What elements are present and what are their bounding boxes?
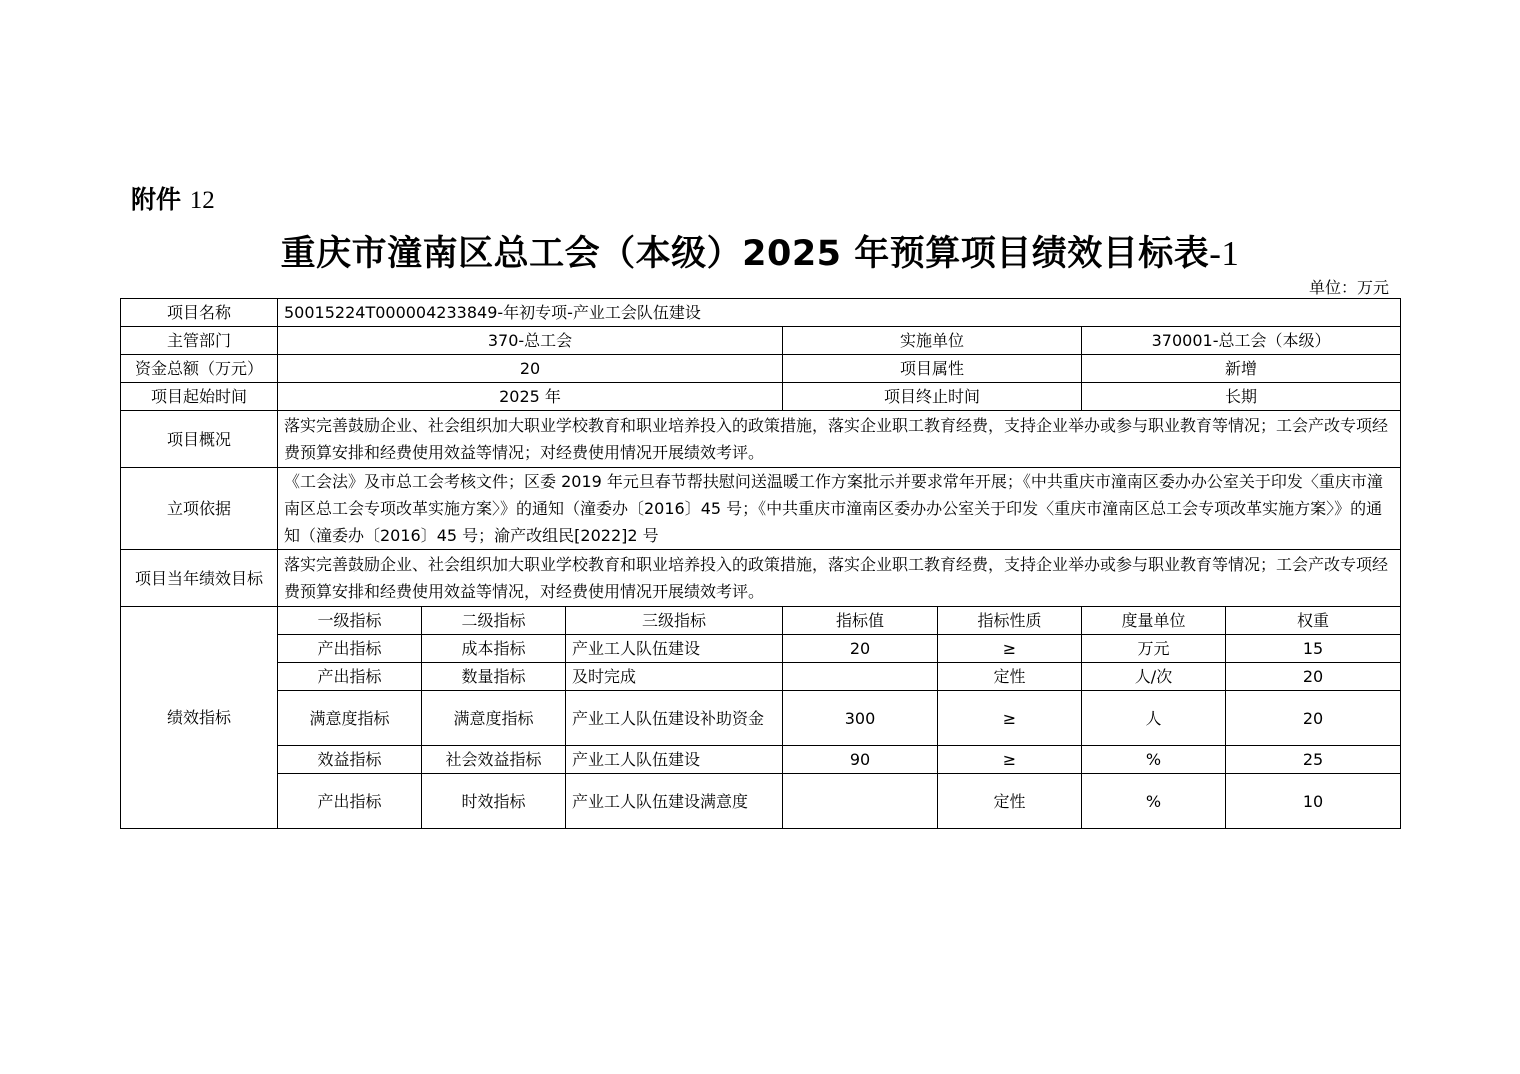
perf-value: 90 — [783, 746, 938, 774]
perf-unit: 万元 — [1082, 635, 1226, 663]
attachment-prefix: 附件 — [131, 185, 182, 214]
perf-l2: 成本指标 — [422, 635, 566, 663]
perf-header-weight: 权重 — [1226, 607, 1401, 635]
table-row — [121, 691, 1401, 746]
perf-unit: 人/次 — [1082, 663, 1226, 691]
row-project-name — [121, 299, 1401, 327]
perf-value — [783, 774, 938, 829]
attachment-label — [131, 180, 215, 216]
table-row — [121, 774, 1401, 829]
end-label: 项目终止时间 — [783, 383, 1082, 411]
perf-value: 300 — [783, 691, 938, 746]
perf-unit: % — [1082, 774, 1226, 829]
perf-l1: 满意度指标 — [278, 691, 422, 746]
perf-l3: 产业工人队伍建设补助资金 — [566, 691, 783, 746]
overview-label: 项目概况 — [121, 411, 278, 468]
perf-header-l3: 三级指标 — [566, 607, 783, 635]
performance-target-table — [120, 298, 1401, 829]
perf-weight: 15 — [1226, 635, 1401, 663]
perf-l1: 效益指标 — [278, 746, 422, 774]
perf-weight: 20 — [1226, 691, 1401, 746]
unit-label: 单位：万元 — [1308, 278, 1389, 297]
perf-nature: 定性 — [938, 663, 1082, 691]
overview-value: 落实完善鼓励企业、社会组织加大职业学校教育和职业培养投入的政策措施，落实企业职工教育经费，支持企业举办或参与职业教育等情况；工会产改专项经费预算安排和经费使用效益等情况；对经费使用情况开展绩效考评。 — [278, 411, 1401, 468]
perf-nature: ≥ — [938, 746, 1082, 774]
impl-label-cell: 实施单位 — [783, 327, 1082, 355]
perf-header-unit: 度量单位 — [1082, 607, 1226, 635]
dept-value: 370-总工会 — [278, 327, 783, 355]
perf-header-l1: 一级指标 — [278, 607, 422, 635]
basis-value: 《工会法》及市总工会考核文件；区委 2019 年元旦春节帮扶慰问送温暖工作方案批示并要求常年开展；《中共重庆市潼南区委办办公室关于印发〈重庆市潼南区总工会专项改革实施方案〉》的通知（潼委办〔2016〕45 号；《中共重庆市潼南区委办办公室关于印发〈重庆市潼南区总工会专项改革实施方案〉》的通知（潼委办〔2016〕45 号；渝产改组民[2022]2 号 — [278, 468, 1401, 550]
row-dept — [121, 327, 1401, 355]
row-funds — [121, 355, 1401, 383]
row-goal — [121, 550, 1401, 607]
perf-label: 绩效指标 — [121, 607, 278, 829]
perf-nature: ≥ — [938, 691, 1082, 746]
start-label: 项目起始时间 — [121, 383, 278, 411]
perf-value — [783, 663, 938, 691]
title-suffix: -1 — [1209, 234, 1240, 273]
perf-l1: 产出指标 — [278, 663, 422, 691]
perf-nature: ≥ — [938, 635, 1082, 663]
row-dates — [121, 383, 1401, 411]
basis-label: 立项依据 — [121, 468, 278, 550]
perf-l3: 及时完成 — [566, 663, 783, 691]
perf-l3: 产业工人队伍建设 — [566, 746, 783, 774]
perf-l2: 时效指标 — [422, 774, 566, 829]
perf-weight: 20 — [1226, 663, 1401, 691]
perf-header-nature: 指标性质 — [938, 607, 1082, 635]
row-basis — [121, 468, 1401, 550]
perf-weight: 10 — [1226, 774, 1401, 829]
goal-label: 项目当年绩效目标 — [121, 550, 278, 607]
perf-nature: 定性 — [938, 774, 1082, 829]
impl-value: 370001-总工会（本级） — [1082, 327, 1401, 355]
perf-unit: 人 — [1082, 691, 1226, 746]
perf-header-l2: 二级指标 — [422, 607, 566, 635]
perf-l2: 数量指标 — [422, 663, 566, 691]
perf-l1: 产出指标 — [278, 635, 422, 663]
table-row — [121, 635, 1401, 663]
table-row — [121, 746, 1401, 774]
perf-value: 20 — [783, 635, 938, 663]
perf-unit: % — [1082, 746, 1226, 774]
perf-l1: 产出指标 — [278, 774, 422, 829]
page-title — [0, 226, 1520, 276]
attachment-number: 12 — [189, 187, 215, 214]
table-row — [121, 663, 1401, 691]
funds-label: 资金总额（万元） — [121, 355, 278, 383]
goal-value: 落实完善鼓励企业、社会组织加大职业学校教育和职业培养投入的政策措施，落实企业职工教育经费，支持企业举办或参与职业教育等情况；工会产改专项经费预算安排和经费使用效益等情况，对经费使用情况开展绩效考评。 — [278, 550, 1401, 607]
title-main: 重庆市潼南区总工会（本级）2025 年预算项目绩效目标表 — [280, 234, 1210, 274]
start-value: 2025 年 — [278, 383, 783, 411]
funds-value: 20 — [278, 355, 783, 383]
perf-l3: 产业工人队伍建设 — [566, 635, 783, 663]
end-value: 长期 — [1082, 383, 1401, 411]
attr-label: 项目属性 — [783, 355, 1082, 383]
perf-weight: 25 — [1226, 746, 1401, 774]
project-name-value: 50015224T000004233849-年初专项-产业工会队伍建设 — [278, 299, 1401, 327]
perf-header-row — [121, 607, 1401, 635]
attr-value: 新增 — [1082, 355, 1401, 383]
project-name-label: 项目名称 — [121, 299, 278, 327]
perf-l2: 满意度指标 — [422, 691, 566, 746]
perf-l2: 社会效益指标 — [422, 746, 566, 774]
perf-header-value: 指标值 — [783, 607, 938, 635]
perf-l3: 产业工人队伍建设满意度 — [566, 774, 783, 829]
dept-label: 主管部门 — [121, 327, 278, 355]
row-overview — [121, 411, 1401, 468]
